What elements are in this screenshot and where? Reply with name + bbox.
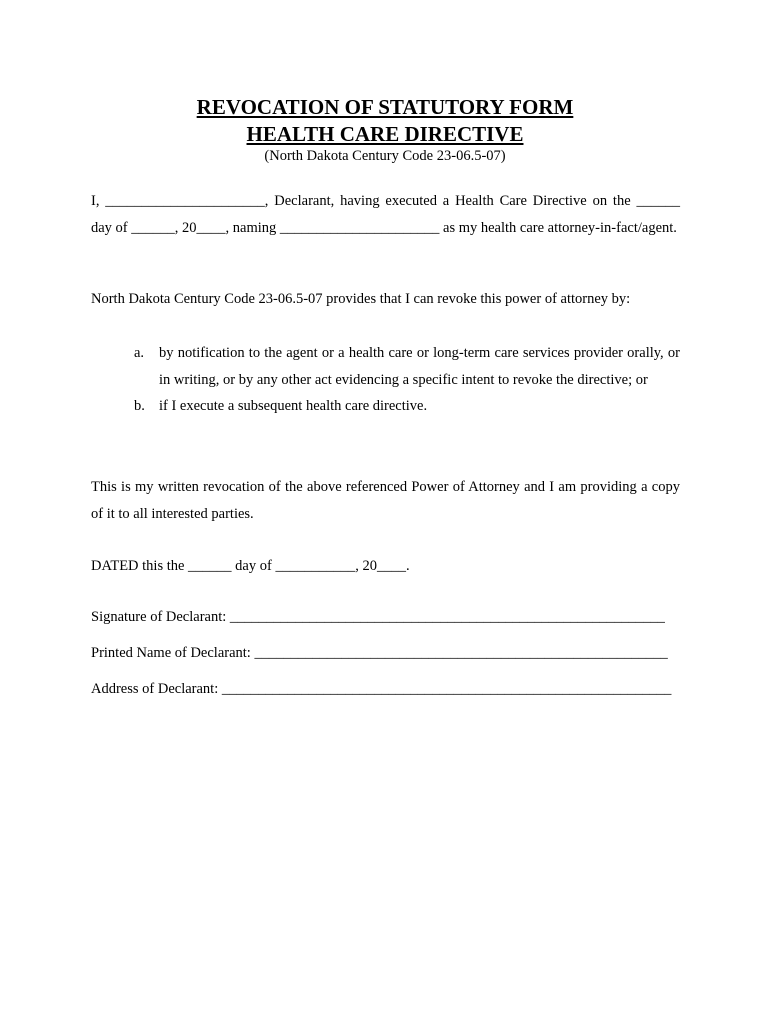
list-marker: a. xyxy=(134,345,145,361)
list-item-text: if I execute a subsequent health care directive. xyxy=(159,398,428,414)
revocation-methods-list xyxy=(134,340,680,420)
revocation-method-intro: North Dakota Century Code 23-06.5-07 provides that I can revoke this power of attorney by: xyxy=(91,291,631,307)
signature-field: Signature of Declarant: ____________________________________________________________ xyxy=(91,609,665,625)
list-item xyxy=(134,393,680,420)
printed-name-field: Printed Name of Declarant: _________________________________________________________ xyxy=(91,645,668,661)
list-marker: b. xyxy=(134,398,145,414)
document-title-line2: HEALTH CARE DIRECTIVE xyxy=(246,122,524,146)
dated-line: DATED this the ______ day of ___________, 20____. xyxy=(91,558,410,574)
document-title-line1: REVOCATION OF STATUTORY FORM xyxy=(196,95,574,119)
list-item xyxy=(134,340,680,393)
list-item-text: by notification to the agent or a health care or long-term care services provider orally, or in writing, or by any other act evidencing a specific intent to revoke the directive; or xyxy=(159,345,680,388)
statute-citation: (North Dakota Century Code 23-06.5-07) xyxy=(264,148,506,164)
written-revocation-statement: This is my written revocation of the above referenced Power of Attorney and I am providing a copy of it to all interested parties. xyxy=(91,479,680,522)
declarant-paragraph: I, ______________________, Declarant, having executed a Health Care Directive on the ______ day of ______, 20____, naming ______________________ as my health care attorney-in-fact/agent. xyxy=(91,193,680,236)
address-field: Address of Declarant: ______________________________________________________________ xyxy=(91,681,672,697)
